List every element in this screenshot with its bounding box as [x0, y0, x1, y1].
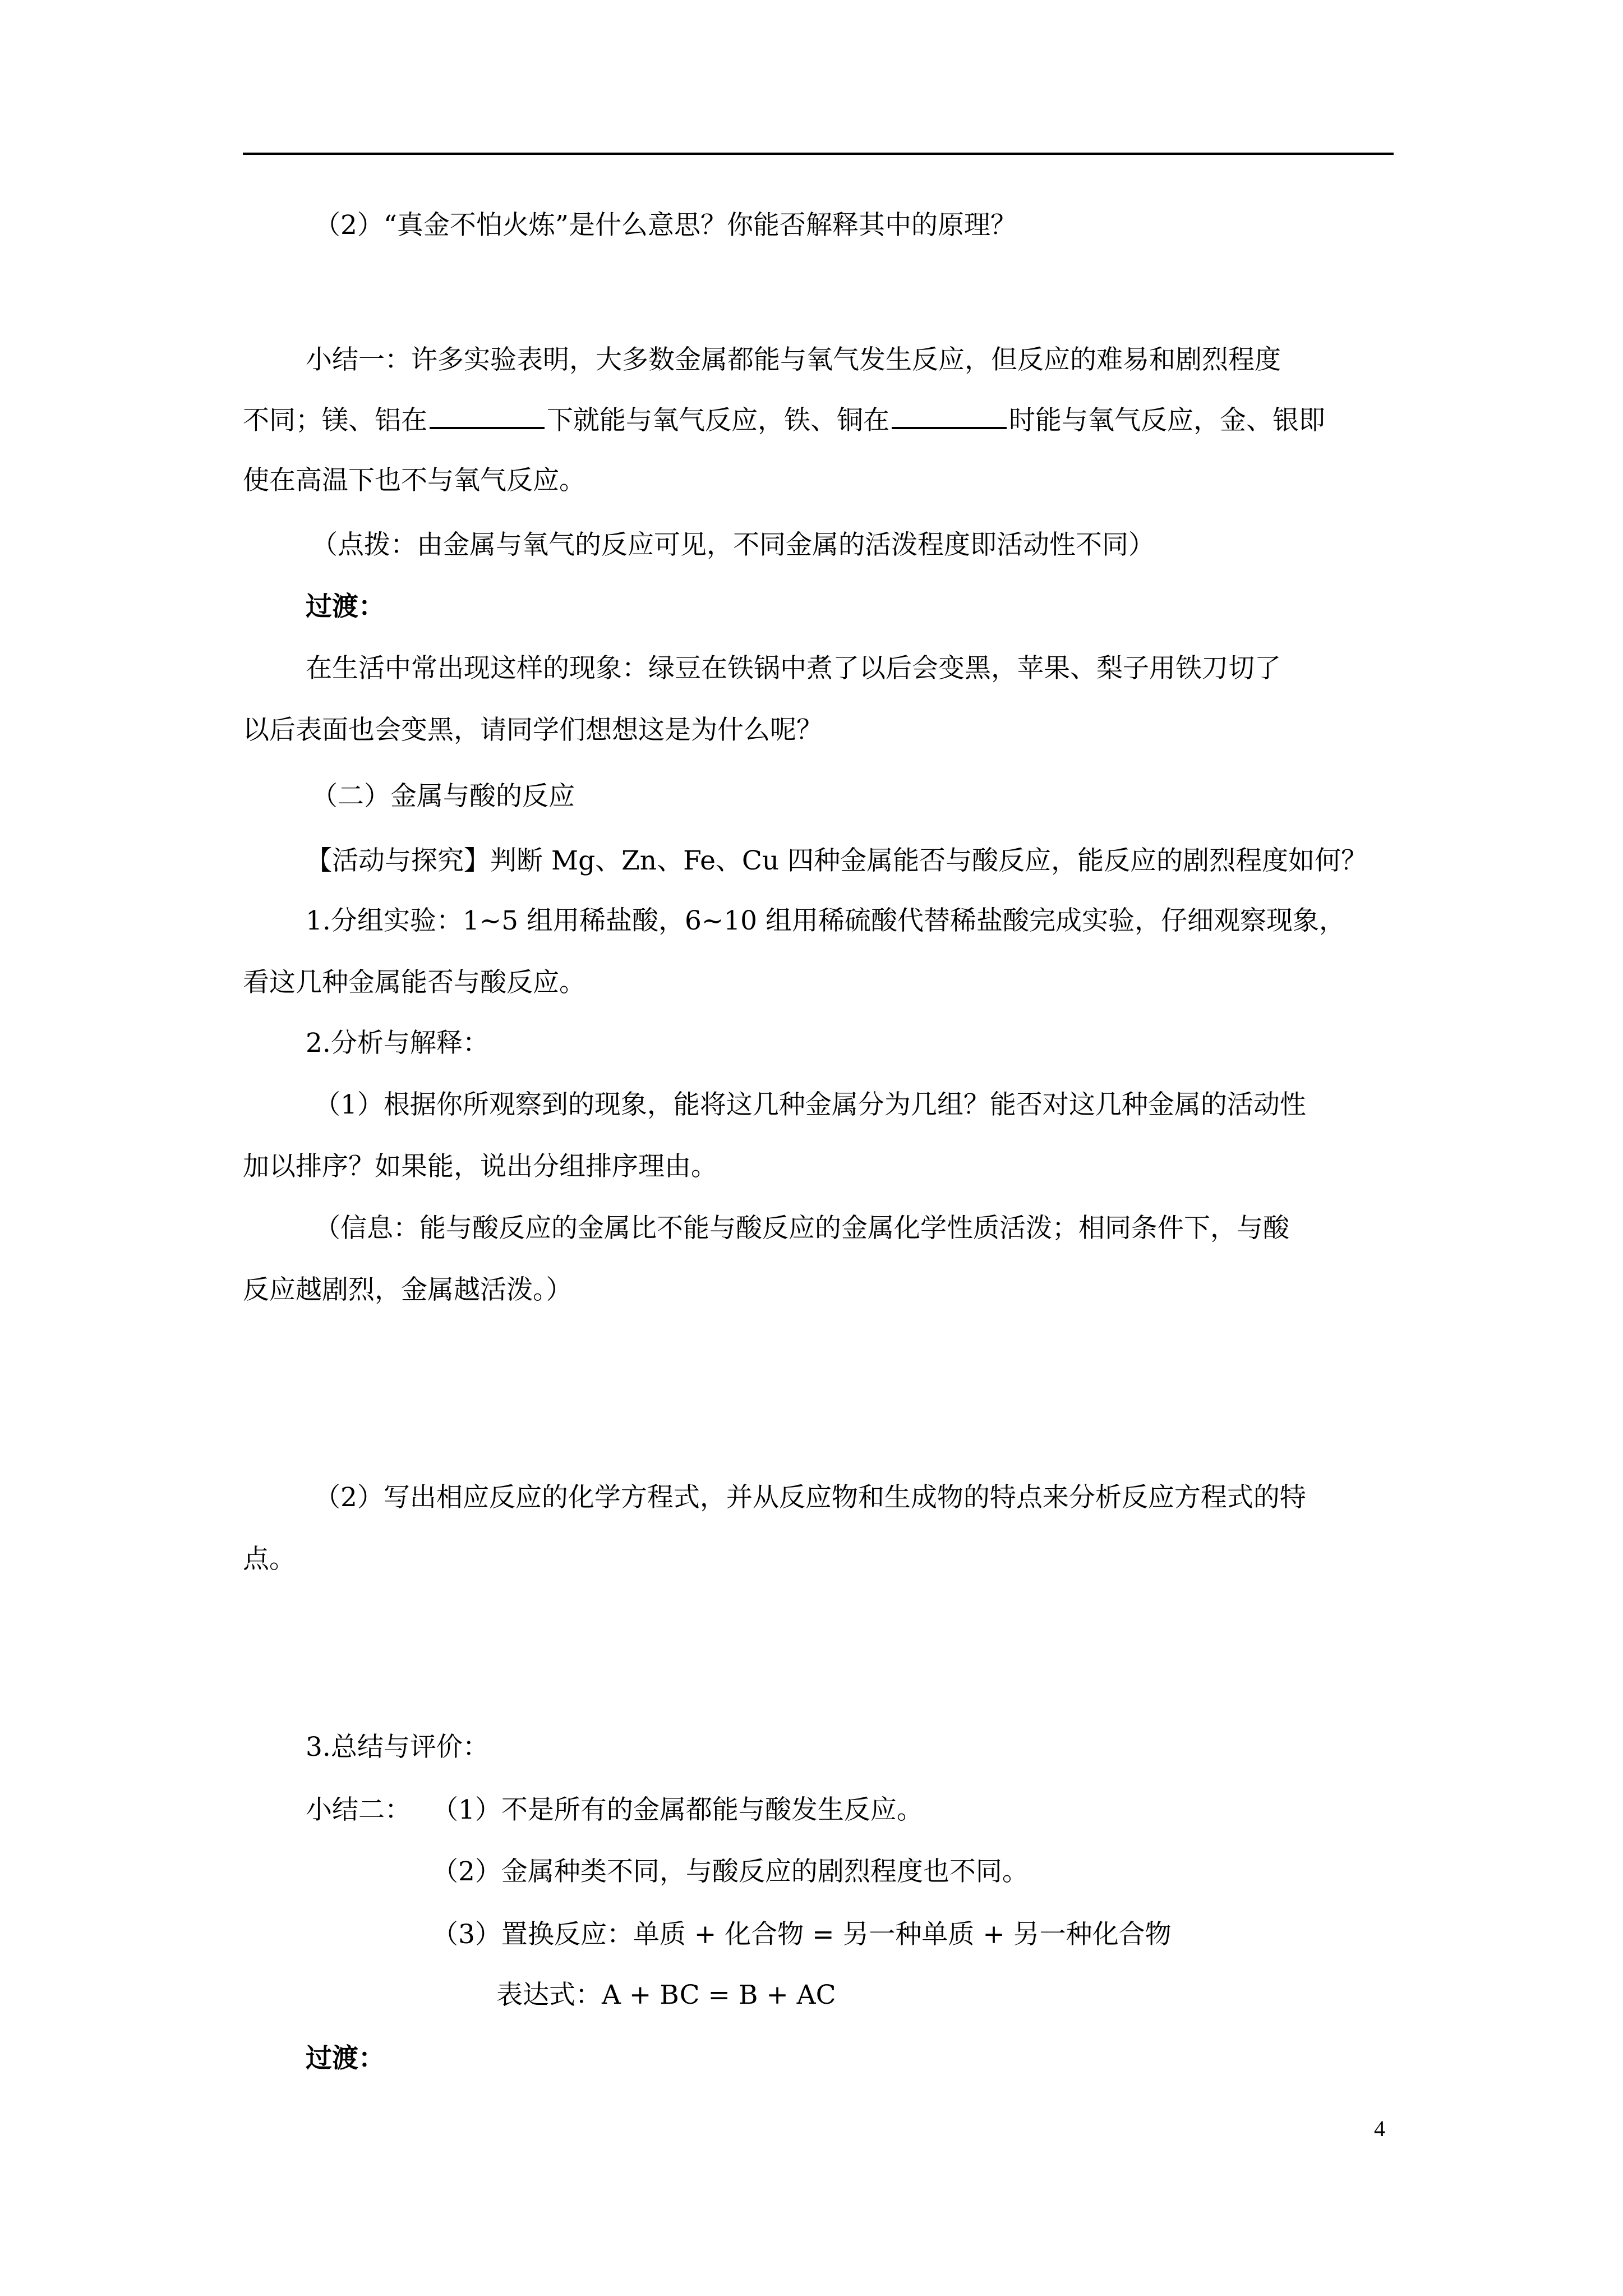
page-number: 4	[1374, 2116, 1385, 2141]
expression-formula: 表达式：A + BC = B + AC	[496, 1980, 836, 2010]
step2-title: 2.分析与解释：	[306, 1028, 489, 1059]
life-phenomenon-line1: 在生活中常出现这样的现象：绿豆在铁锅中煮了以后会变黑，苹果、梨子用铁刀切了	[306, 653, 1281, 684]
answer-blank-2[interactable]	[892, 402, 1007, 429]
summary1-line1: 小结一：许多实验表明，大多数金属都能与氧气发生反应，但反应的难易和剧烈程度	[306, 344, 1281, 375]
hint-note: （点拨：由金属与氧气的反应可见，不同金属的活泼程度即活动性不同）	[311, 530, 1155, 560]
step1-line1: 1.分组实验：1~5 组用稀盐酸，6~10 组用稀硫酸代替稀盐酸完成实验，仔细观察现象，	[306, 905, 1345, 936]
question-2-line1: （2）写出相应反应的化学方程式，并从反应物和生成物的特点来分析反应方程式的特	[314, 1482, 1306, 1513]
step1-line2: 看这几种金属能否与酸反应。	[243, 967, 585, 998]
question-2-line2: 点。	[243, 1544, 296, 1575]
step3-title: 3.总结与评价：	[306, 1732, 489, 1763]
summary1-line2	[243, 402, 1325, 438]
summary1-line2-part-c: 时能与氧气反应，金、银即	[1009, 405, 1325, 436]
answer-blank-1[interactable]	[430, 402, 545, 429]
header-rule	[243, 153, 1394, 155]
section2-title: （二）金属与酸的反应	[311, 781, 575, 812]
question-1-line2: 加以排序？如果能，说出分组排序理由。	[243, 1151, 717, 1182]
life-phenomenon-line2: 以后表面也会变黑，请同学们想想这是为什么呢？	[243, 715, 823, 746]
summary1-line3: 使在高温下也不与氧气反应。	[243, 465, 585, 496]
info-line1: （信息：能与酸反应的金属比不能与酸反应的金属化学性质活泼；相同条件下，与酸	[314, 1213, 1289, 1244]
info-line2: 反应越剧烈，金属越活泼。）	[243, 1274, 573, 1305]
summary1-line2-part-b: 下就能与氧气反应，铁、铜在	[547, 405, 889, 436]
summary1-line2-part-a: 不同；镁、铝在	[243, 405, 427, 436]
transition2-label: 过渡：	[306, 2043, 385, 2074]
summary2-item3: （3）置换反应：单质 + 化合物 = 另一种单质 + 另一种化合物	[432, 1919, 1172, 1950]
activity-text: 【活动与探究】判断 Mg、Zn、Fe、Cu 四种金属能否与酸反应，能反应的剧烈程度如何？	[306, 845, 1368, 876]
question-2-heading: （2）“真金不怕火炼”是什么意思？你能否解释其中的原理？	[314, 210, 1017, 241]
transition-label: 过渡：	[306, 591, 385, 622]
question-1-line1: （1）根据你所观察到的现象，能将这几种金属分为几组？能否对这几种金属的活动性	[314, 1089, 1306, 1120]
summary2-item2: （2）金属种类不同，与酸反应的剧烈程度也不同。	[432, 1856, 1029, 1887]
summary2-item1: （1）不是所有的金属都能与酸发生反应。	[432, 1795, 923, 1825]
summary2-label: 小结二：	[306, 1795, 411, 1825]
